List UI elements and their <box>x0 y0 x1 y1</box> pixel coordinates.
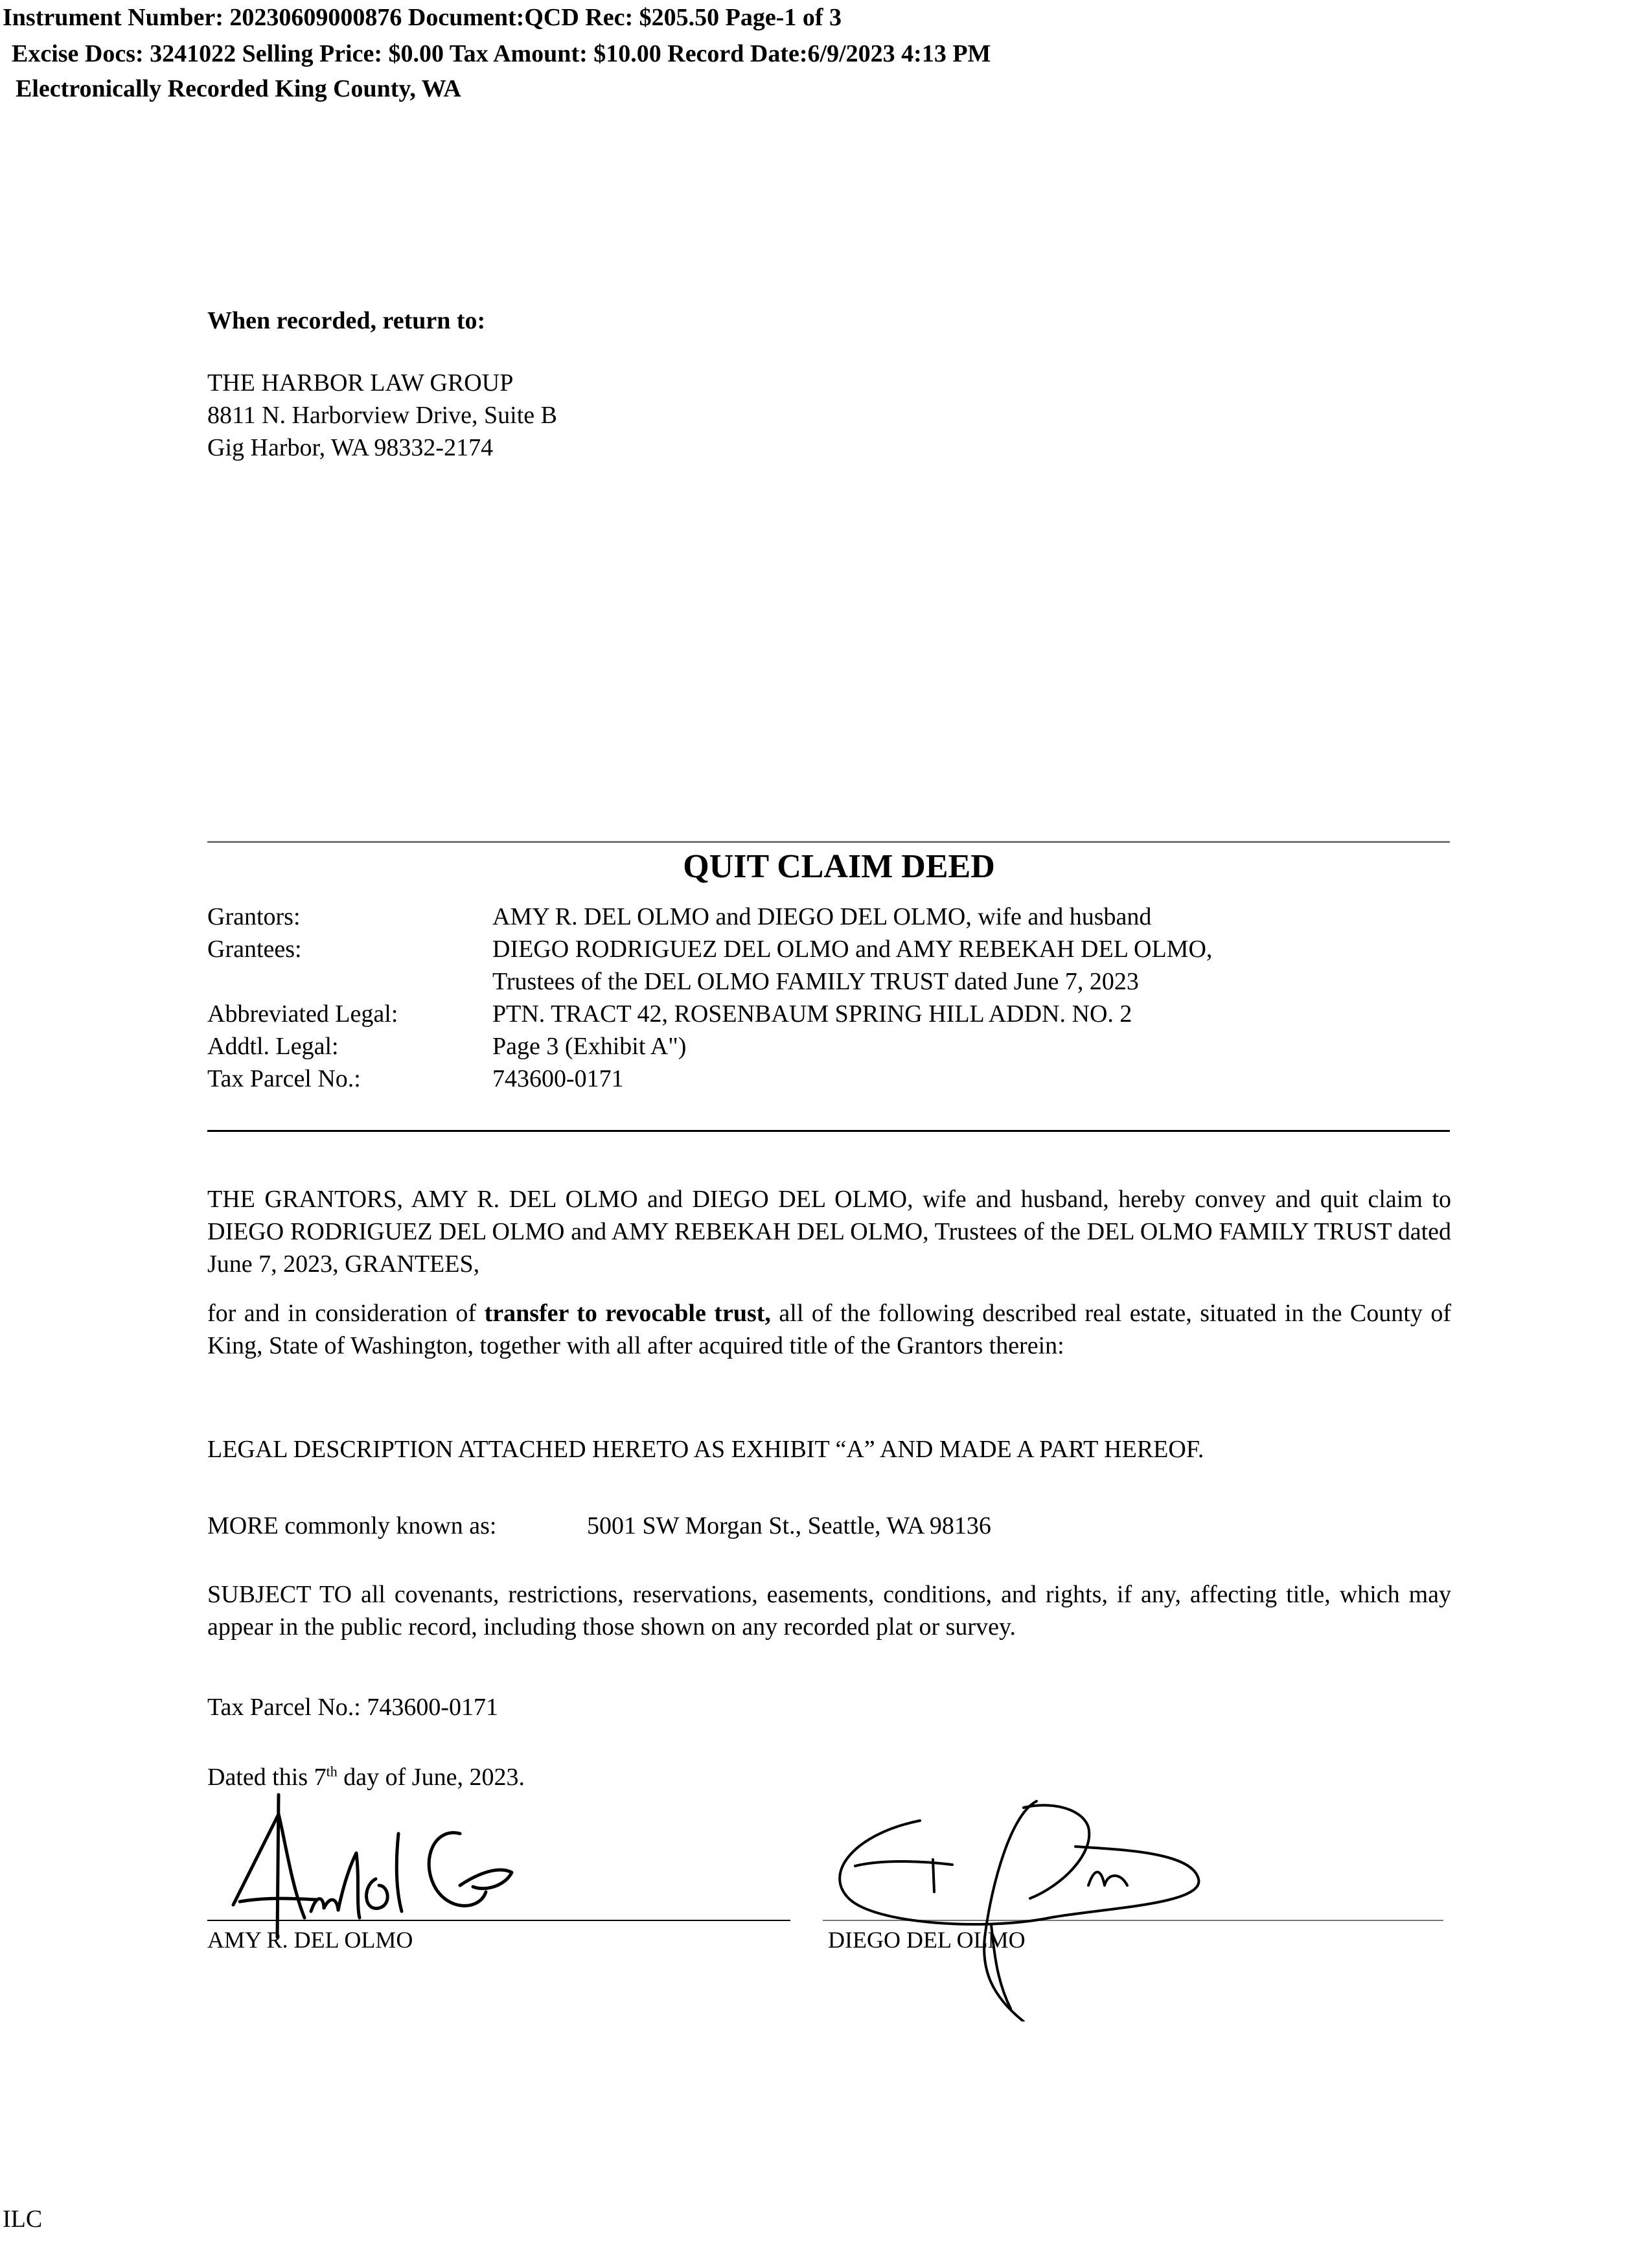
recording-header-line-2: Excise Docs: 3241022 Selling Price: $0.00 Tax Amount: $10.00 Record Date:6/9/2023 4:13 PM <box>12 40 991 67</box>
consideration-text-post: all of the following described real estate, situated in the County of King, State of Washington, together with all after acquired title of the Grantors therein: <box>207 1300 1451 1359</box>
tax-parcel-label: Tax Parcel No.: <box>207 1065 361 1092</box>
commonly-known-as-address: 5001 SW Morgan St., Seattle, WA 98136 <box>587 1512 991 1539</box>
grantors-value: AMY R. DEL OLMO and DIEGO DEL OLMO, wife and husband <box>492 903 1152 930</box>
return-to-address-1: 8811 N. Harborview Drive, Suite B <box>207 402 557 429</box>
consideration-paragraph <box>207 1297 1451 1362</box>
consideration-text-pre: for and in consideration of <box>207 1300 485 1327</box>
abbreviated-legal-label: Abbreviated Legal: <box>207 1000 398 1028</box>
deed-info-table <box>207 901 1451 1095</box>
grantees-label: Grantees: <box>207 936 302 963</box>
additional-legal-label: Addtl. Legal: <box>207 1033 339 1060</box>
dated-text-post: day of June, 2023. <box>337 1764 525 1791</box>
return-to-block <box>207 305 557 464</box>
commonly-known-as-label: MORE commonly known as: <box>207 1512 497 1539</box>
legal-description-statement: LEGAL DESCRIPTION ATTACHED HERETO AS EXHIBIT “A” AND MADE A PART HEREOF. <box>207 1436 1204 1463</box>
return-to-address-2: Gig Harbor, WA 98332-2174 <box>207 434 494 461</box>
grantees-value-2: Trustees of the DEL OLMO FAMILY TRUST dated June 7, 2023 <box>492 968 1139 995</box>
return-to-label: When recorded, return to: <box>207 307 486 334</box>
recording-header-line-1: Instrument Number: 20230609000876 Document:QCD Rec: $205.50 Page-1 of 3 <box>3 4 842 31</box>
deed-title: QUIT CLAIM DEED <box>683 848 995 885</box>
tax-parcel-line: Tax Parcel No.: 743600-0171 <box>207 1694 499 1721</box>
grantees-value-1: DIEGO RODRIGUEZ DEL OLMO and AMY REBEKAH DEL OLMO, <box>492 936 1213 963</box>
subject-to-paragraph: SUBJECT TO all covenants, restrictions, reservations, easements, conditions, and rights, if any, affecting title, which may appear in the public record, including those shown on any recorded plat or survey. <box>207 1581 1451 1641</box>
amy-signature <box>227 1788 590 1957</box>
dated-superscript: th <box>326 1763 338 1780</box>
tax-parcel-value: 743600-0171 <box>492 1065 624 1092</box>
left-signer-name: AMY R. DEL OLMO <box>207 1927 413 1953</box>
right-signer-name: DIEGO DEL OLMO <box>828 1927 1026 1953</box>
return-to-name: THE HARBOR LAW GROUP <box>207 369 514 397</box>
recording-header-line-3: Electronically Recorded King County, WA <box>16 75 461 102</box>
abbreviated-legal-value: PTN. TRACT 42, ROSENBAUM SPRING HILL ADDN. NO. 2 <box>492 1000 1132 1028</box>
diego-signature <box>816 1788 1231 2021</box>
grantors-label: Grantors: <box>207 903 301 930</box>
commonly-known-as <box>207 1510 991 1542</box>
additional-legal-value: Page 3 (Exhibit A") <box>492 1033 687 1060</box>
conveyance-paragraph: THE GRANTORS, AMY R. DEL OLMO and DIEGO DEL OLMO, wife and husband, hereby convey and quit claim to DIEGO RODRIGUEZ DEL OLMO and AMY REBEKAH DEL OLMO, Trustees of the DEL OLMO FAMILY TRUST dated June 7, 2023, GRANTEES, <box>207 1186 1451 1278</box>
dated-text-pre: Dated this 7 <box>207 1764 327 1791</box>
bottom-divider <box>207 1130 1450 1132</box>
consideration-text-bold: transfer to revocable trust, <box>484 1300 771 1327</box>
footer-initials: ILC <box>3 2205 43 2233</box>
top-divider <box>207 841 1450 843</box>
